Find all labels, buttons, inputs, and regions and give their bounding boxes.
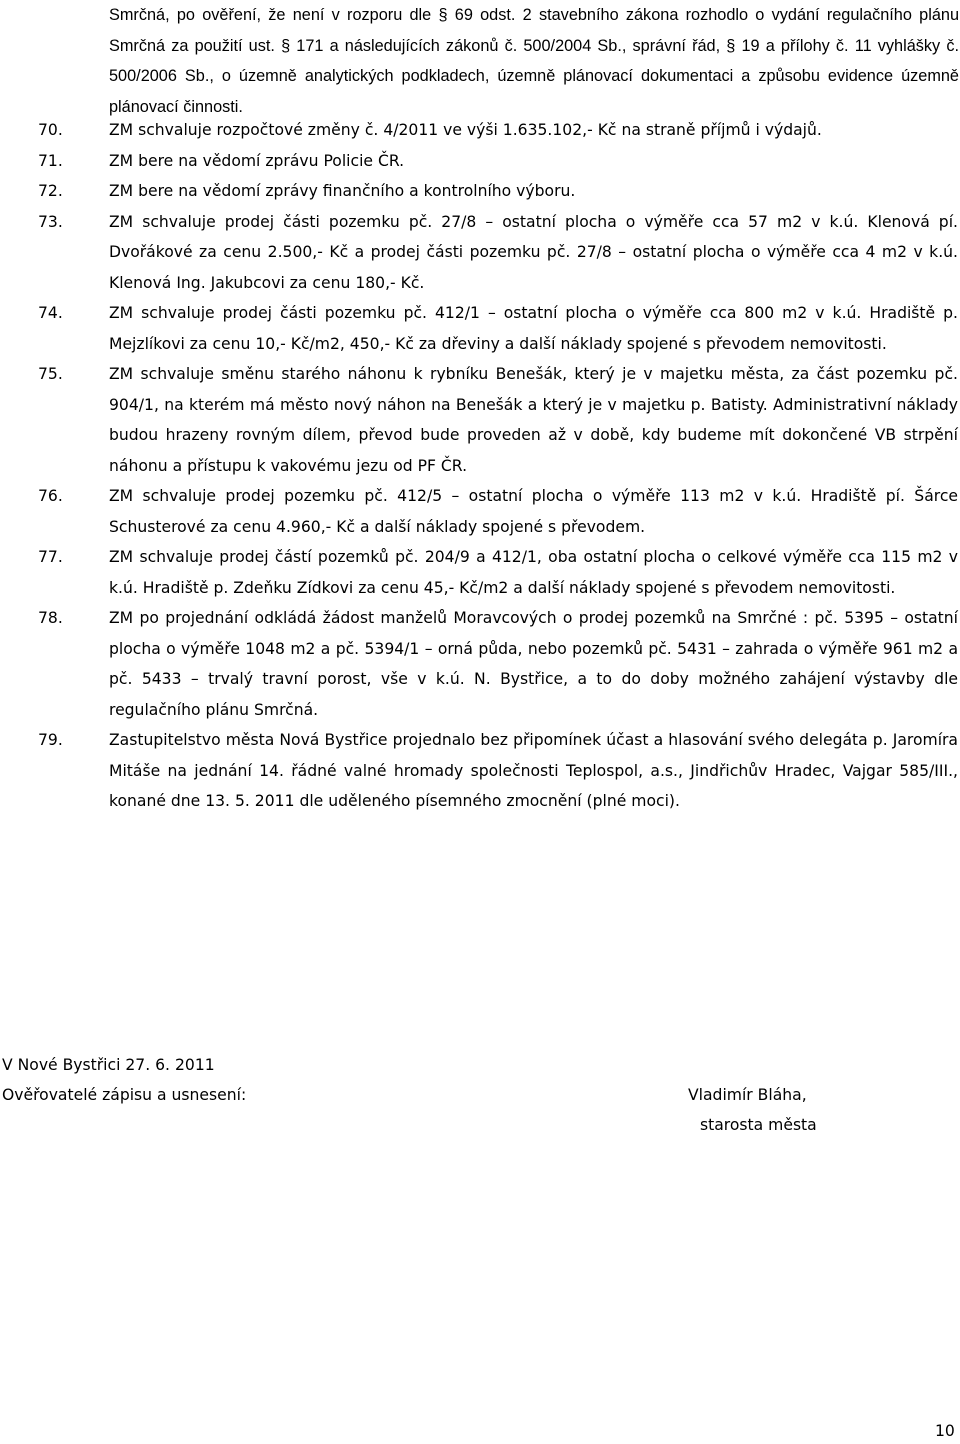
resolution-item-70 xyxy=(0,115,960,146)
signatory-name: Vladimír Bláha, xyxy=(688,1086,807,1104)
resolution-text: ZM po projednání odkládá žádost manželů Moravcových o prodej pozemků na Smrčné : pč. 5395 – ostatní plocha o výměře 1048 m2 a pč. 5394/1 – orná půda, nebo pozemků pč. 5431 – zahrada o výměře 961 m2 a pč. 5433 – trvalý travní porost, vše v k.ú. N. Bystřice, a to do doby možného zahájení výstavby dle regulačního plánu Smrčná. xyxy=(109,609,958,719)
resolution-item-76 xyxy=(0,481,960,542)
signatory-role: starosta města xyxy=(700,1116,817,1134)
resolution-item-72 xyxy=(0,176,960,207)
resolution-number: 78. xyxy=(38,609,63,627)
resolution-number: 71. xyxy=(38,151,63,170)
resolution-text: ZM schvaluje prodej části pozemku pč. 27/8 – ostatní plocha o výměře cca 57 m2 v k.ú. Klenová pí. Dvořákové za cenu 2.500,- Kč a prodej části pozemku pč. 27/8 – ostatní plocha o výměře cca 4 m2 v k.ú. Klenová Ing. Jakubcovi za cenu 180,- Kč. xyxy=(109,212,958,292)
resolution-item-75 xyxy=(0,359,960,481)
resolution-list xyxy=(0,115,960,817)
resolution-item-74 xyxy=(0,298,960,359)
signature-block xyxy=(688,1080,817,1140)
verifiers-label: Ověřovatelé zápisu a usnesení: xyxy=(2,1086,247,1104)
resolution-number: 70. xyxy=(38,121,63,139)
resolution-number: 74. xyxy=(38,304,63,322)
resolution-number: 73. xyxy=(38,212,63,231)
resolution-69-continuation: Smrčná, po ověření, že není v rozporu dle § 69 odst. 2 stavebního zákona rozhodlo o vydání regulačního plánu Smrčná za použití ust. § 171 a následujících zákonů č. 500/2004 Sb., správní řád, § 19 a přílohy č. 11 vyhlášky č. 500/2006 Sb., o územně analytických podkladech, územně plánovací dokumentaci a způsobu evidence územně plánovací činnosti. xyxy=(109,6,959,116)
resolution-text: ZM schvaluje prodej částí pozemků pč. 204/9 a 412/1, oba ostatní plocha o celkové výměře cca 115 m2 v k.ú. Hradiště p. Zdeňku Zídkovi za cenu 45,- Kč/m2 a další náklady spojené s převodem nemovitosti. xyxy=(109,548,958,597)
resolution-text: ZM bere na vědomí zprávu Policie ČR. xyxy=(109,151,405,170)
resolution-item-73 xyxy=(0,207,960,299)
resolution-text: ZM schvaluje směnu starého náhonu k rybníku Benešák, který je v majetku města, za část pozemku pč. 904/1, na kterém má město nový náhon na Benešák a který je v majetku p. Batisty. Administrativní náklady budou hrazeny rovným dílem, převod bude proveden až v době, kdy budeme mít dokončené VB strpění náhonu a přístupu k vakovému jezu od PF ČR. xyxy=(109,365,958,475)
resolution-item-78 xyxy=(0,603,960,725)
resolution-item-77 xyxy=(0,542,960,603)
resolution-text: ZM schvaluje rozpočtové změny č. 4/2011 ve výši 1.635.102,- Kč na straně příjmů i výdajů. xyxy=(109,121,822,139)
resolution-number: 72. xyxy=(38,182,63,200)
place-and-date: V Nové Bystřici 27. 6. 2011 xyxy=(2,1056,215,1074)
resolution-item-79 xyxy=(0,725,960,817)
resolution-text: ZM schvaluje prodej pozemku pč. 412/5 – ostatní plocha o výměře 113 m2 v k.ú. Hradiště pí. Šárce Schusterové za cenu 4.960,- Kč a další náklady spojené s převodem. xyxy=(109,487,958,536)
resolution-text: ZM bere na vědomí zprávy finančního a kontrolního výboru. xyxy=(109,182,576,200)
resolution-text: ZM schvaluje prodej části pozemku pč. 412/1 – ostatní plocha o výměře cca 800 m2 v k.ú. Hradiště p. Mejzlíkovi za cenu 10,- Kč/m2, 450,- Kč za dřeviny a další náklady spojené s převodem nemovitosti. xyxy=(109,304,958,353)
page-number: 10 xyxy=(935,1422,955,1440)
resolution-number: 77. xyxy=(38,548,63,566)
resolution-text: Zastupitelstvo města Nová Bystřice projednalo bez připomínek účast a hlasování svého delegáta p. Jaromíra Mitáše na jednání 14. řádné valné hromady společnosti Teplospol, a.s., Jindřichův Hradec, Vajgar 585/III., konané dne 13. 5. 2011 dle uděleného písemného zmocnění (plné moci). xyxy=(109,731,958,810)
resolution-number: 79. xyxy=(38,731,63,749)
resolution-number: 75. xyxy=(38,365,63,383)
resolution-number: 76. xyxy=(38,487,63,505)
resolution-item-71 xyxy=(0,146,960,177)
